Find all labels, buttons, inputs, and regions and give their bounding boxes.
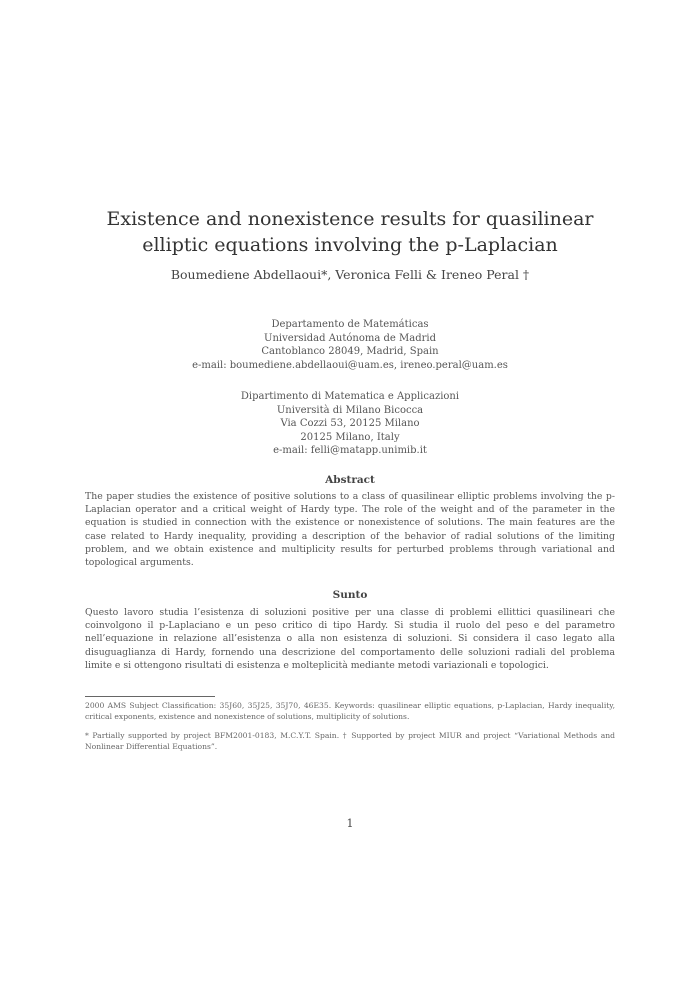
abstract-text: The paper studies the existence of positive solutions to a class of quasilinear elliptic problems involving the p-Laplacian operator and a critical weight of Hardy type. The role of the weight and of the parameter in the equation is studied in connection with the existence or nonexistence of solutions. The main features are the case related to Hardy inequality, providing a description of the behavior of radial solutions of the limiting problem, and we obtain existence and multiplicity results for perturbed problems through variational and topological arguments. [85, 491, 615, 569]
footnote-classification: 2000 AMS Subject Classification: 35J60, 35J25, 35J70, 46E35. Keywords: quasilinear elliptic equations, p-Laplacian, Hardy inequality, critical exponents, existence and nonexistence of solutions, multiplicity of solutions. [85, 701, 615, 721]
sommario-text: Questo lavoro studia l’esistenza di soluzioni positive per una classe di problemi ellittici quasilineari che coinvolgono il p-Laplaciano e un peso critico di tipo Hardy. Si studia il ruolo del peso e del parametro nell’equazione in relazione all’esistenza o alla non esistenza di soluzioni. Si considera il caso legato alla disuguaglianza di Hardy, fornendo una descrizione del comportamento delle soluzioni radiali del problema limite e si ottengono risultati di esistenza e molteplicità mediante metodi variazionali e topologici. [85, 607, 615, 671]
affiliation-madrid [120, 318, 580, 372]
affiliation-line: Departamento de Matemáticas [271, 319, 429, 330]
affiliation-email: e-mail: boumediene.abdellaoui@uam.es, ireneo.peral@uam.es [192, 359, 508, 371]
affiliation-line: Via Cozzi 53, 20125 Milano [280, 418, 420, 429]
affiliation-line: Dipartimento di Matematica e Applicazioni [240, 391, 460, 402]
footnote-support: * Partially supported by project BFM2001-0183, M.C.Y.T. Spain. † Supported by project MIUR and project “Variational Methods and Nonlinear Differential Equations”. [85, 731, 615, 751]
affiliation-line: Cantoblanco 28049, Madrid, Spain [261, 346, 439, 357]
affiliation-line: Università di Milano Bicocca [276, 404, 424, 416]
abstract-heading: Abstract [325, 474, 375, 486]
paper-authors: Boumediene Abdellaoui*, Veronica Felli & Ireneo Peral † [170, 267, 530, 282]
affiliation-email: e-mail: felli@matapp.unimib.it [273, 445, 427, 456]
paper-title: Existence and nonexistence results for quasilinear elliptic equations involving the p-Laplacian [106, 208, 594, 256]
footnote-rule [85, 696, 215, 697]
sommario-heading: Sunto [332, 589, 368, 601]
affiliation-milano [120, 390, 580, 458]
affiliation-line: Universidad Autónoma de Madrid [264, 332, 436, 344]
page-number: 1 [346, 817, 354, 830]
affiliation-line: 20125 Milano, Italy [300, 431, 400, 443]
